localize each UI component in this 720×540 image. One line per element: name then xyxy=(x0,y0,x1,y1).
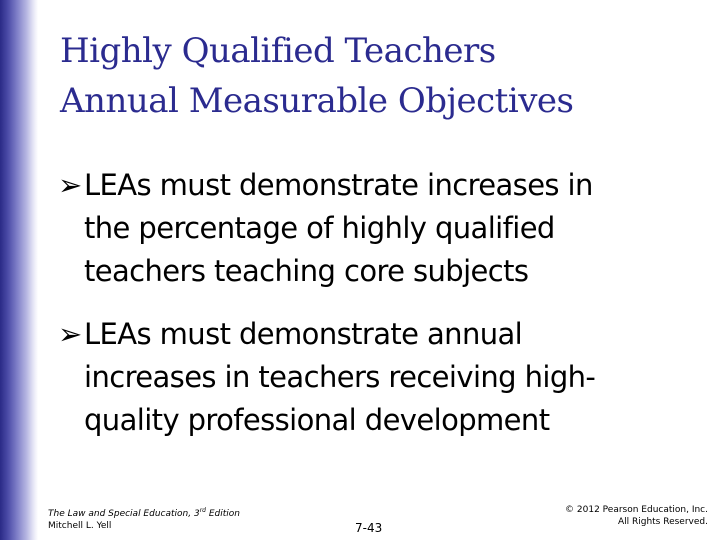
arrow-bullet-icon: ➢ xyxy=(58,168,82,202)
book-title xyxy=(48,508,240,520)
title-line-2: Annual Measurable Objectives xyxy=(60,81,574,121)
bullet-2-line-1: LEAs must demonstrate annual xyxy=(84,317,523,351)
author-name: Mitchell L. Yell xyxy=(48,521,112,531)
copyright-line-1: © 2012 Pearson Education, Inc. xyxy=(565,505,708,515)
book-title-prefix: The Law and Special Education, 3 xyxy=(48,509,200,519)
copyright-notice xyxy=(565,504,708,528)
footer-book-info xyxy=(48,508,240,532)
slide-title xyxy=(60,26,700,126)
bullet-1-line-2: the percentage of highly qualified xyxy=(84,211,555,245)
bullet-item-1 xyxy=(60,164,710,293)
page-number: 7-43 xyxy=(355,521,383,535)
bullet-1-line-1: LEAs must demonstrate increases in xyxy=(84,168,593,202)
copyright-line-2: All Rights Reserved. xyxy=(617,517,708,527)
book-title-suffix: Edition xyxy=(205,509,240,519)
bullet-1-line-3: teachers teaching core subjects xyxy=(84,254,529,288)
bullet-2-line-3: quality professional development xyxy=(84,403,550,437)
arrow-bullet-icon: ➢ xyxy=(58,317,82,351)
bullet-2-line-2: increases in teachers receiving high- xyxy=(84,360,596,394)
bullet-item-2 xyxy=(60,313,710,442)
slide-footer xyxy=(0,500,720,540)
title-line-1: Highly Qualified Teachers xyxy=(60,31,496,71)
book-title-sup: rd xyxy=(199,507,206,514)
decorative-side-bar xyxy=(0,0,38,540)
bullet-list xyxy=(60,164,710,462)
